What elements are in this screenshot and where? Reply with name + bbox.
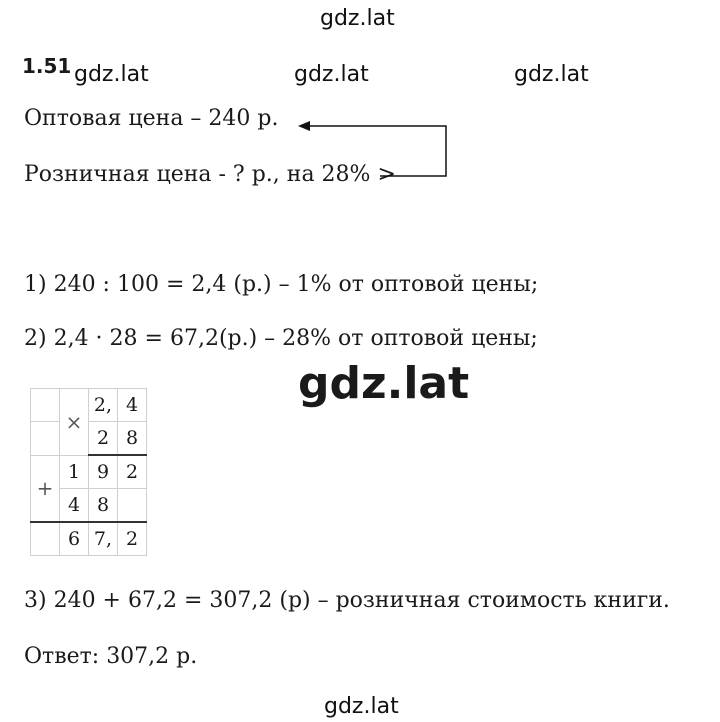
step-1: 1) 240 : 100 = 2,4 (р.) – 1% от оптовой цены; (24, 272, 539, 297)
watermark-bottom: gdz.lat (324, 694, 399, 719)
mult-cell: 2 (89, 422, 118, 456)
mult-cell (118, 489, 147, 523)
mult-cell (31, 389, 60, 422)
problem-number: 1.51 (22, 54, 72, 78)
mult-cell: 2 (118, 522, 147, 556)
plus-sign-icon: + (31, 455, 60, 522)
watermark-row-center: gdz.lat (294, 62, 369, 87)
mult-cell: 8 (118, 422, 147, 456)
mult-cell (31, 522, 60, 556)
mult-cell: 7, (89, 522, 118, 556)
step-2: 2) 2,4 · 28 = 67,2(р.) – 28% от оптовой цены; (24, 326, 538, 351)
times-sign-icon: × (60, 389, 89, 456)
watermark-row-left: gdz.lat (74, 62, 149, 87)
column-multiplication (30, 388, 147, 556)
mult-cell: 2, (89, 389, 118, 422)
given-wholesale: Оптовая цена – 240 р. (24, 106, 279, 131)
step-3: 3) 240 + 67,2 = 307,2 (р) – розничная стоимость книги. (24, 588, 670, 613)
mult-cell: 1 (60, 455, 89, 489)
mult-cell (31, 422, 60, 456)
mult-cell: 4 (60, 489, 89, 523)
mult-cell: 2 (118, 455, 147, 489)
mult-cell: 4 (118, 389, 147, 422)
watermark-center-big: gdz.lat (298, 358, 470, 409)
watermark-top: gdz.lat (320, 6, 395, 31)
mult-cell: 6 (60, 522, 89, 556)
mult-cell: 9 (89, 455, 118, 489)
answer: Ответ: 307,2 р. (24, 644, 198, 669)
given-retail: Розничная цена - ? р., на 28% > (24, 162, 396, 187)
mult-cell: 8 (89, 489, 118, 523)
watermark-row-right: gdz.lat (514, 62, 589, 87)
